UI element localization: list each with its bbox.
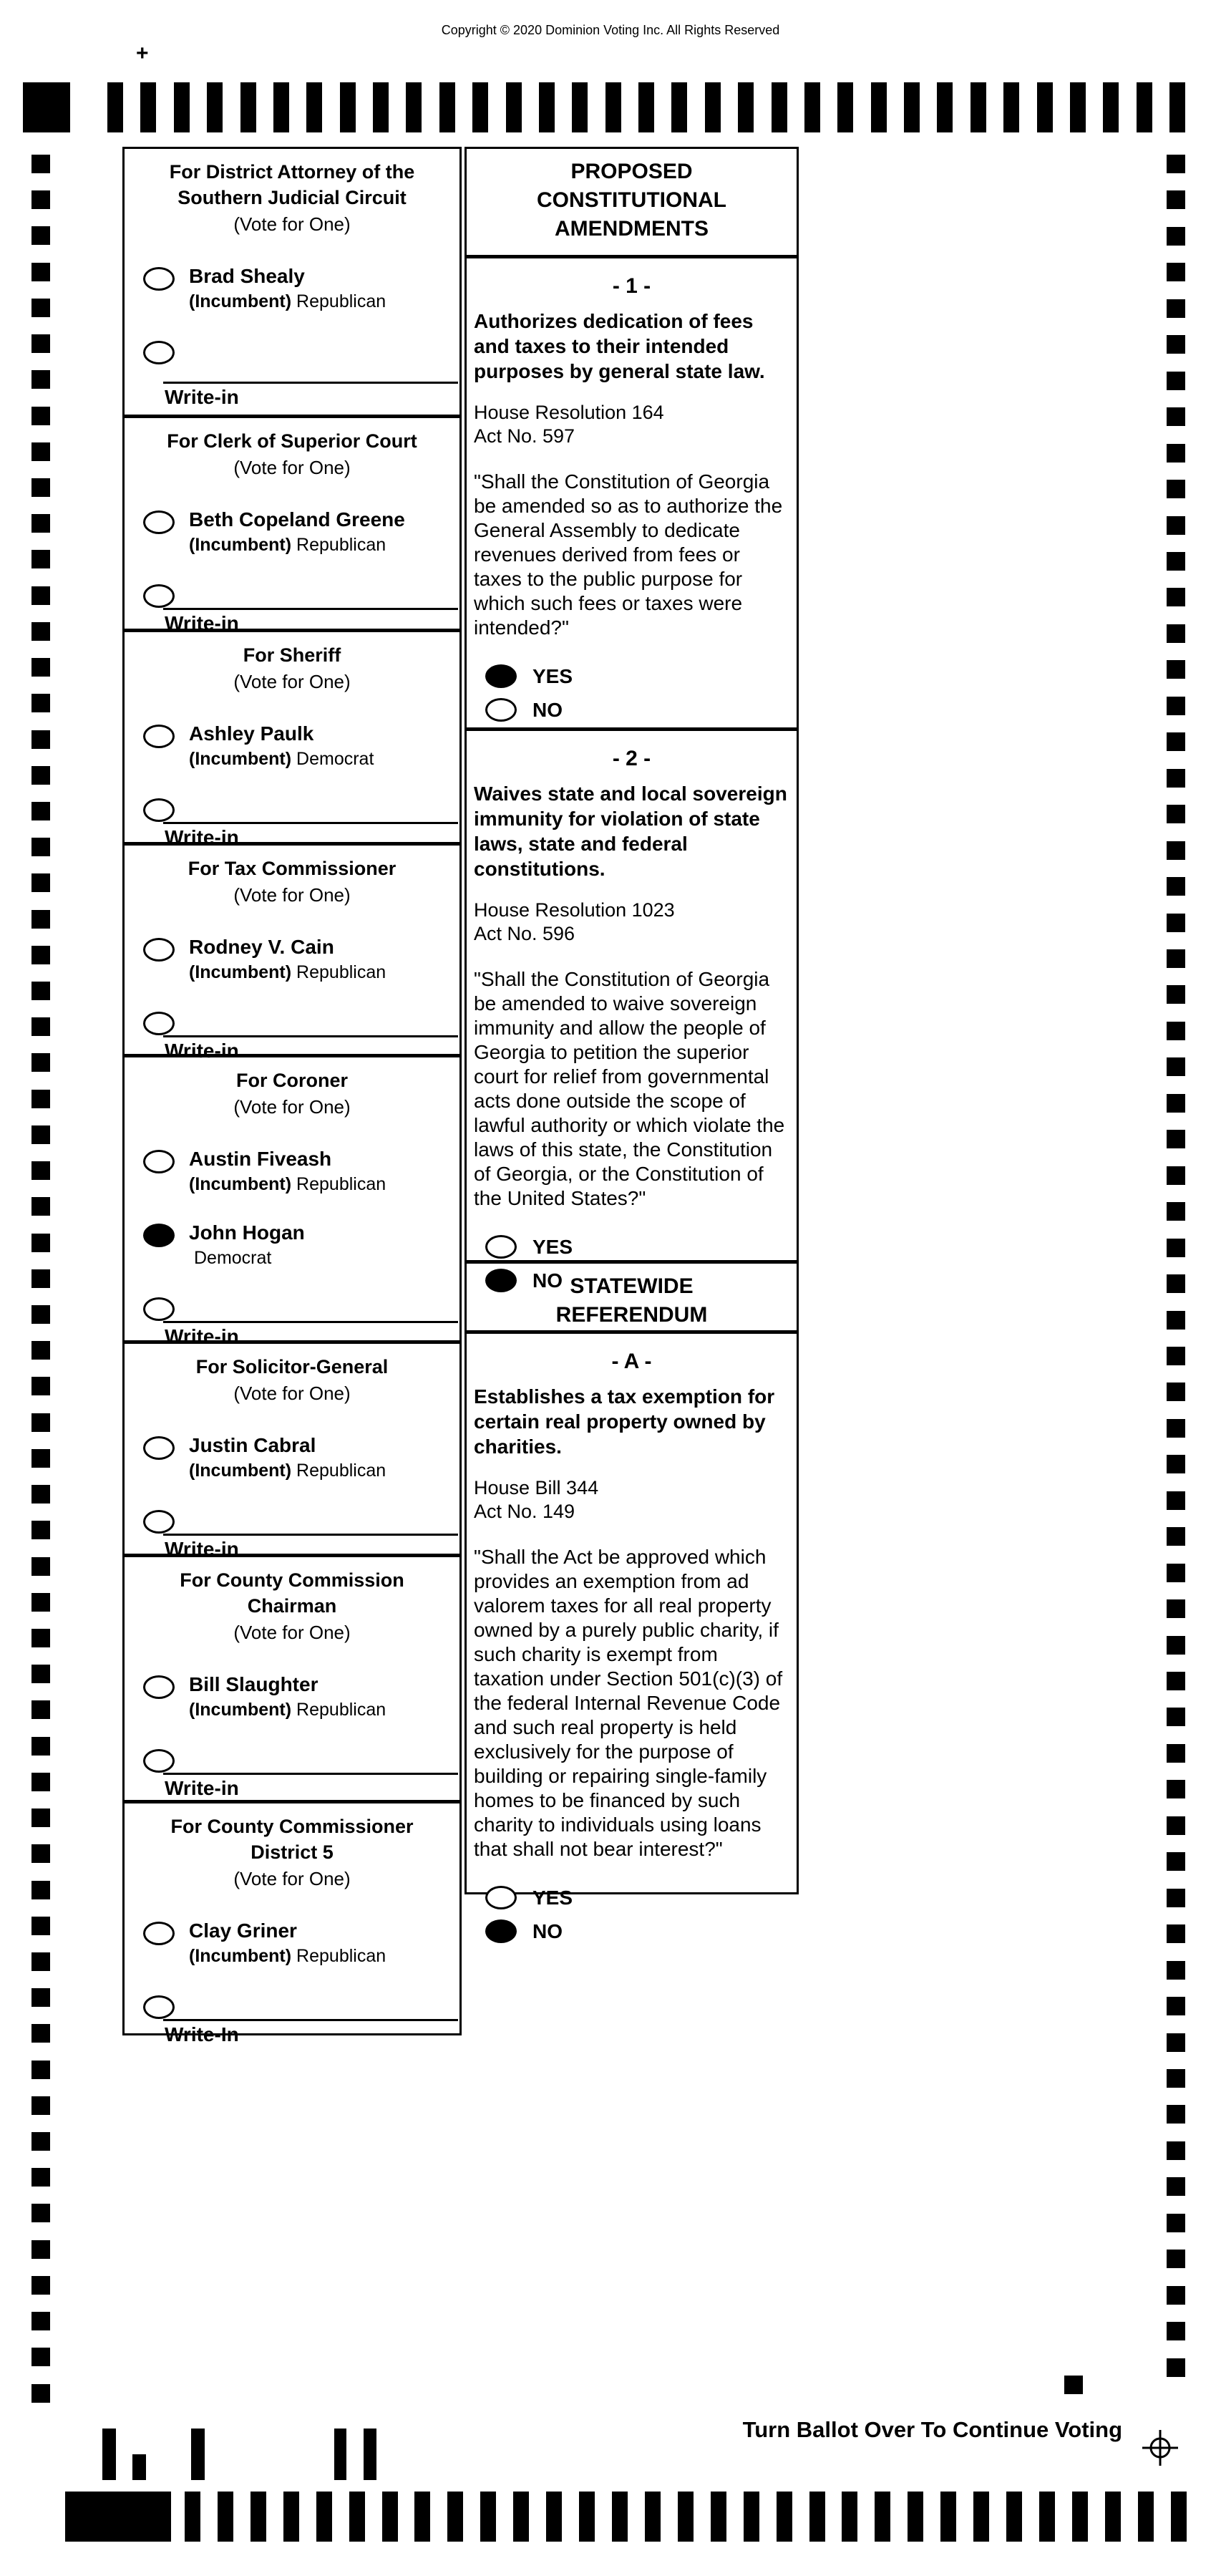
candidate-party: (Incumbent) Republican bbox=[189, 1174, 386, 1194]
vote-oval[interactable] bbox=[143, 1675, 175, 1699]
vote-oval[interactable] bbox=[485, 664, 517, 688]
candidate-row bbox=[143, 1221, 459, 1269]
measures-column bbox=[464, 147, 799, 1942]
write-in-line[interactable]: Write-in bbox=[163, 1534, 458, 1567]
no-option: NO bbox=[485, 698, 797, 722]
candidate-name: John Hogan bbox=[189, 1221, 305, 1244]
vote-oval[interactable] bbox=[143, 1012, 175, 1035]
ballot-sheet-number: 50 bbox=[365, 2444, 377, 2457]
vote-oval[interactable] bbox=[143, 1436, 175, 1460]
write-in-oval-row bbox=[143, 338, 459, 364]
candidate-row bbox=[143, 1919, 459, 1967]
vote-instruction: (Vote for One) bbox=[233, 213, 351, 235]
yes-option: YES bbox=[485, 1235, 797, 1259]
contest-clerk-superior-court bbox=[125, 418, 459, 632]
vote-oval[interactable] bbox=[143, 1150, 175, 1173]
candidate-party: Democrat bbox=[194, 1248, 272, 1268]
vote-oval[interactable] bbox=[143, 938, 175, 962]
contests-column bbox=[122, 147, 462, 2045]
write-in-line[interactable]: Write-in bbox=[163, 382, 458, 415]
contest-title: For County Commissioner District 5 bbox=[170, 1816, 414, 1863]
vote-instruction: (Vote for One) bbox=[233, 1622, 351, 1643]
vote-oval[interactable] bbox=[143, 1510, 175, 1534]
statewide-referendum-header: STATEWIDE REFERENDUM bbox=[467, 1264, 797, 1334]
vote-oval[interactable] bbox=[485, 698, 517, 722]
contest-title: For District Attorney of the Southern Judicial Circuit bbox=[169, 161, 415, 208]
vote-oval[interactable] bbox=[143, 267, 175, 291]
no-option: NO bbox=[485, 1269, 797, 1292]
amendment-1 bbox=[467, 258, 797, 731]
candidate-name: Beth Copeland Greene bbox=[189, 508, 405, 531]
measure-number: - 1 - bbox=[612, 274, 651, 298]
measure-references: House Bill 344 Act No. 149 bbox=[474, 1477, 599, 1522]
contest-solicitor-general bbox=[125, 1344, 459, 1560]
measure-references: House Resolution 1023 Act No. 596 bbox=[474, 899, 675, 944]
barcode-bar bbox=[132, 2454, 146, 2480]
candidate-row bbox=[143, 722, 459, 770]
candidate-party: (Incumbent) Republican bbox=[189, 535, 386, 555]
vote-oval[interactable] bbox=[143, 510, 175, 534]
barcode-bar bbox=[102, 2429, 116, 2480]
measure-question: "Shall the Act be approved which provides an exemption from ad valorem taxes for all real property owned by a purely public charity, if such charity is exempt from taxation under Section 501(c)(3) of the federal Internal Revenue Code and such real property is held exclusively for the purpose of building or repairing single-family homes to be financed by such charity to individuals using loans that shall not bear interest?" bbox=[474, 1546, 783, 1860]
write-in-line[interactable]: Write-In bbox=[163, 2019, 458, 2052]
registration-crosshair-icon bbox=[1142, 2430, 1178, 2466]
measure-question: "Shall the Constitution of Georgia be amended to waive sovereign immunity and allow the people of Georgia to petition the superior court for relief from governmental acts done outside the scope of lawful authority or which violate the laws of this state, the Constitution of Georgia, or the Constitution of the United States?" bbox=[474, 968, 785, 1209]
timing-marks-left-column bbox=[31, 155, 50, 2403]
registration-plus-mark: + bbox=[136, 42, 149, 65]
vote-oval[interactable] bbox=[143, 1297, 175, 1321]
copyright-line: Copyright © 2020 Dominion Voting Inc. All Rights Reserved bbox=[441, 23, 780, 37]
vote-oval[interactable] bbox=[143, 341, 175, 364]
measure-summary: Waives state and local sovereign immunity for violation of state laws, state and federal constitutions. bbox=[474, 783, 787, 880]
vote-instruction: (Vote for One) bbox=[233, 457, 351, 478]
candidate-party: (Incumbent) Republican bbox=[189, 1700, 386, 1720]
write-in-oval-row bbox=[143, 581, 459, 608]
measure-summary: Establishes a tax exemption for certain real property owned by charities. bbox=[474, 1385, 775, 1458]
timing-marks-bottom-row bbox=[185, 2492, 1187, 2542]
write-in-line[interactable]: Write-in bbox=[163, 1773, 458, 1806]
candidate-party: (Incumbent) Republican bbox=[189, 1946, 386, 1966]
write-in-oval-row bbox=[143, 1992, 459, 2019]
candidate-party: (Incumbent) Republican bbox=[189, 1461, 386, 1481]
contest-coroner bbox=[125, 1057, 459, 1347]
contest-title: For Clerk of Superior Court bbox=[167, 430, 417, 452]
vote-oval[interactable] bbox=[485, 1235, 517, 1259]
vote-oval[interactable] bbox=[485, 1886, 517, 1909]
contest-sheriff bbox=[125, 632, 459, 846]
vote-oval[interactable] bbox=[143, 1995, 175, 2019]
amendments-header: PROPOSED CONSTITUTIONAL AMENDMENTS bbox=[467, 149, 797, 258]
contest-title: For Solicitor-General bbox=[195, 1356, 389, 1377]
yes-option: YES bbox=[485, 1886, 797, 1909]
referendum-a bbox=[467, 1334, 797, 1942]
vote-oval[interactable] bbox=[143, 725, 175, 748]
contest-title: For Tax Commissioner bbox=[188, 858, 397, 879]
vote-instruction: (Vote for One) bbox=[233, 1868, 351, 1889]
vote-instruction: (Vote for One) bbox=[233, 1383, 351, 1404]
candidate-row bbox=[143, 1672, 459, 1720]
write-in-line[interactable]: Write-in bbox=[163, 822, 458, 855]
barcode-bar bbox=[334, 2429, 346, 2480]
write-in-line[interactable]: Write-in bbox=[163, 1321, 458, 1354]
candidate-name: Austin Fiveash bbox=[189, 1148, 332, 1170]
vote-oval[interactable] bbox=[143, 1749, 175, 1773]
candidate-row bbox=[143, 508, 459, 556]
write-in-oval-row bbox=[143, 1009, 459, 1035]
write-in-line[interactable]: Write-in bbox=[163, 608, 458, 641]
timing-mark-corner-block bbox=[23, 82, 70, 132]
timing-mark-offset-square bbox=[1064, 2376, 1083, 2394]
candidate-name: Ashley Paulk bbox=[189, 722, 314, 745]
vote-oval[interactable] bbox=[143, 1224, 175, 1247]
amendment-2 bbox=[467, 731, 797, 1292]
vote-instruction: (Vote for One) bbox=[233, 1096, 351, 1118]
candidate-party: (Incumbent) Republican bbox=[189, 291, 386, 311]
candidate-row bbox=[143, 264, 459, 312]
candidate-name: Brad Shealy bbox=[189, 265, 305, 287]
measure-number: - A - bbox=[611, 1350, 652, 1373]
no-option: NO bbox=[485, 1919, 797, 1943]
contest-district-attorney bbox=[125, 149, 459, 418]
write-in-line[interactable]: Write-in bbox=[163, 1035, 458, 1068]
vote-oval[interactable] bbox=[143, 798, 175, 822]
write-in-oval-row bbox=[143, 1746, 459, 1773]
measure-question: "Shall the Constitution of Georgia be amended so as to authorize the General Assembly to dedicate revenues derived from fees or taxes to the public purpose for which such fees or taxes were intended?" bbox=[474, 470, 783, 639]
candidate-name: Justin Cabral bbox=[189, 1434, 316, 1456]
contest-commission-chairman bbox=[125, 1557, 459, 1803]
contest-title: For County Commission Chairman bbox=[180, 1569, 404, 1617]
candidate-row bbox=[143, 935, 459, 983]
turn-ballot-over-text: Turn Ballot Over To Continue Voting bbox=[742, 2417, 1122, 2442]
contest-tax-commissioner bbox=[125, 846, 459, 1062]
barcode-bar bbox=[191, 2429, 205, 2480]
candidate-name: Bill Slaughter bbox=[189, 1673, 318, 1695]
yes-option: YES bbox=[485, 664, 797, 688]
candidate-party: (Incumbent) Republican bbox=[189, 962, 386, 982]
write-in-oval-row bbox=[143, 795, 459, 822]
vote-oval[interactable] bbox=[143, 1922, 175, 1945]
contest-title: For Sheriff bbox=[243, 644, 341, 666]
candidate-name: Clay Griner bbox=[189, 1919, 297, 1942]
vote-instruction: (Vote for One) bbox=[233, 671, 351, 692]
write-in-oval-row bbox=[143, 1294, 459, 1321]
write-in-oval-row bbox=[143, 1507, 459, 1534]
measure-references: House Resolution 164 Act No. 597 bbox=[474, 402, 664, 447]
contest-commissioner-district-5 bbox=[125, 1803, 459, 2045]
candidate-row bbox=[143, 1433, 459, 1481]
vote-instruction: (Vote for One) bbox=[233, 884, 351, 906]
vote-oval[interactable] bbox=[143, 584, 175, 608]
timing-mark-corner-block bbox=[65, 2492, 171, 2542]
candidate-row bbox=[143, 1147, 459, 1195]
timing-marks-top-row bbox=[107, 82, 1185, 132]
vote-oval[interactable] bbox=[485, 1919, 517, 1943]
timing-marks-right-column bbox=[1167, 155, 1185, 2377]
candidate-party: (Incumbent) Democrat bbox=[189, 749, 374, 769]
candidate-name: Rodney V. Cain bbox=[189, 936, 334, 958]
measure-summary: Authorizes dedication of fees and taxes to their intended purposes by general state law. bbox=[474, 310, 765, 382]
contest-title: For Coroner bbox=[235, 1070, 348, 1091]
measure-number: - 2 - bbox=[612, 747, 651, 770]
